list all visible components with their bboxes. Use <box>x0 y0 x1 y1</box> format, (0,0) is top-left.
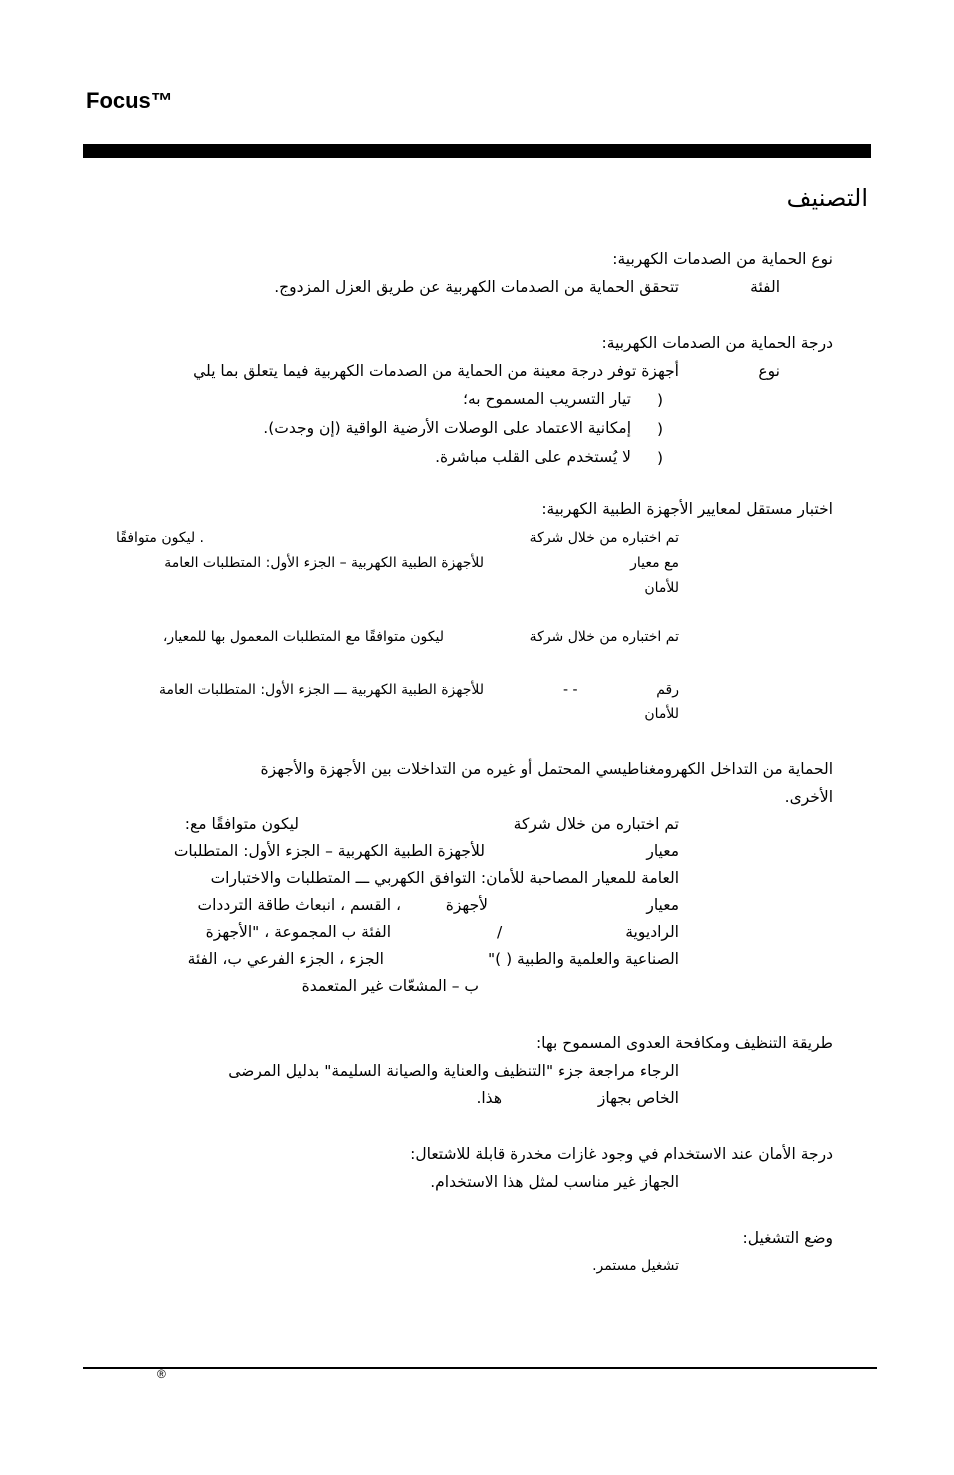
emc-line6-right: الصناعية والعلمية والطبية ( )" <box>487 950 679 968</box>
cleaning-heading: طريقة التنظيف ومكافحة العدوى المسموح بها: <box>535 1034 833 1052</box>
standard-label-1: مع معيار <box>630 555 679 571</box>
emc-heading-line2: الأخرى. <box>784 788 833 806</box>
list-item: تيار التسريب المسموح به؛ <box>463 390 631 408</box>
cleaning-line2-left: هذا. <box>476 1089 502 1107</box>
list-marker: ) <box>657 449 664 467</box>
emc-line2-right: معيار <box>646 842 679 860</box>
section-title: التصنيف <box>786 184 868 212</box>
emc-line1-left: ليكون متوافقًا مع: <box>184 815 299 833</box>
independent-test-heading: اختبار مستقل لمعايير الأجهزة الطبية الكهربية: <box>541 500 833 518</box>
flammable-text: الجهاز غير مناسب لمثل هذا الاستخدام. <box>430 1173 679 1191</box>
shock-type-text: تتحقق الحماية من الصدمات الكهربية عن طريق العزل المزدوج. <box>274 278 679 296</box>
cleaning-line2-right: الخاص بجهاز <box>597 1089 679 1107</box>
operation-text: تشغيل مستمر. <box>592 1258 679 1274</box>
emc-line4-left: ، القسم ، انبعاث طاقة الترددات <box>197 896 401 914</box>
number-label: رقم <box>656 682 679 698</box>
list-marker: ) <box>657 391 664 409</box>
shock-type-heading: نوع الحماية من الصدمات الكهربية: <box>612 250 833 268</box>
emc-line5-right: الراديوية <box>625 923 679 941</box>
emc-line5-mid: / <box>497 923 503 941</box>
footer-rule <box>83 1367 877 1369</box>
test-company-2: تم اختباره من خلال شركة <box>529 629 679 645</box>
shock-type-label: الفئة <box>750 278 780 296</box>
list-marker: ) <box>657 420 664 438</box>
header-title: Focus™ <box>86 88 173 113</box>
test-compliant-1: . ليكون متوافقًا <box>116 530 204 546</box>
number-dashes: - - <box>563 682 578 698</box>
shock-degree-heading: درجة الحماية من الصدمات الكهربية: <box>601 334 833 352</box>
standard-title-1: للأجهزة الطبية الكهربية – الجزء الأول: المتطلبات العامة <box>164 555 484 571</box>
header-rule <box>83 144 871 158</box>
shock-degree-label: نوع <box>758 362 780 380</box>
emc-line2-left: للأجهزة الطبية الكهربية – الجزء الأول: المتطلبات <box>173 842 485 860</box>
emc-line3: العامة للمعيار المصاحبة للأمان: التوافق الكهربي ـــ المتطلبات والاختبارات <box>210 869 679 887</box>
registered-mark: ® <box>157 1367 166 1381</box>
emc-line1-right: تم اختباره من خلال شركة <box>513 815 679 833</box>
list-item: لا يُستخدم على القلب مباشرة. <box>435 448 631 466</box>
shock-degree-text: أجهزة توفر درجة معينة من الحماية من الصدمات الكهربية فيما يتعلق بما يلي <box>193 362 679 380</box>
safety-label-1: للأمان <box>644 580 679 596</box>
list-item: إمكانية الاعتماد على الوصلات الأرضية الواقية (إن وجدت). <box>263 419 631 437</box>
flammable-heading: درجة الأمان عند الاستخدام في وجود غازات مخدرة قابلة للاشتعال: <box>410 1145 833 1163</box>
test-company-1: تم اختباره من خلال شركة <box>529 530 679 546</box>
standard-title-2: للأجهزة الطبية الكهربية ـــ الجزء الأول: المتطلبات العامة <box>159 682 484 698</box>
operation-heading: وضع التشغيل: <box>742 1229 833 1247</box>
emc-line6-left: الجزء ، الجزء الفرعي ب، الفئة <box>187 950 384 968</box>
emc-line4-mid: لأجهزة <box>445 896 488 914</box>
safety-label-2: للأمان <box>644 706 679 722</box>
emc-line7: ب – المشعّات غير المتعمدة <box>301 977 479 995</box>
emc-line4-right: معيار <box>646 896 679 914</box>
test-compliant-2: ليكون متوافقًا مع المتطلبات المعمول بها للمعيار، <box>162 629 444 645</box>
emc-line5-left: الفئة ب المجموعة ، "الأجهزة <box>205 923 391 941</box>
cleaning-line1: الرجاء مراجعة جزء "التنظيف والعناية والصيانة السليمة" بدليل المرضى <box>228 1062 679 1080</box>
emc-heading-line1: الحماية من التداخل الكهرومغناطيسي المحتمل أو غيره من التداخلات بين الأجهزة والأجهزة <box>260 760 833 778</box>
